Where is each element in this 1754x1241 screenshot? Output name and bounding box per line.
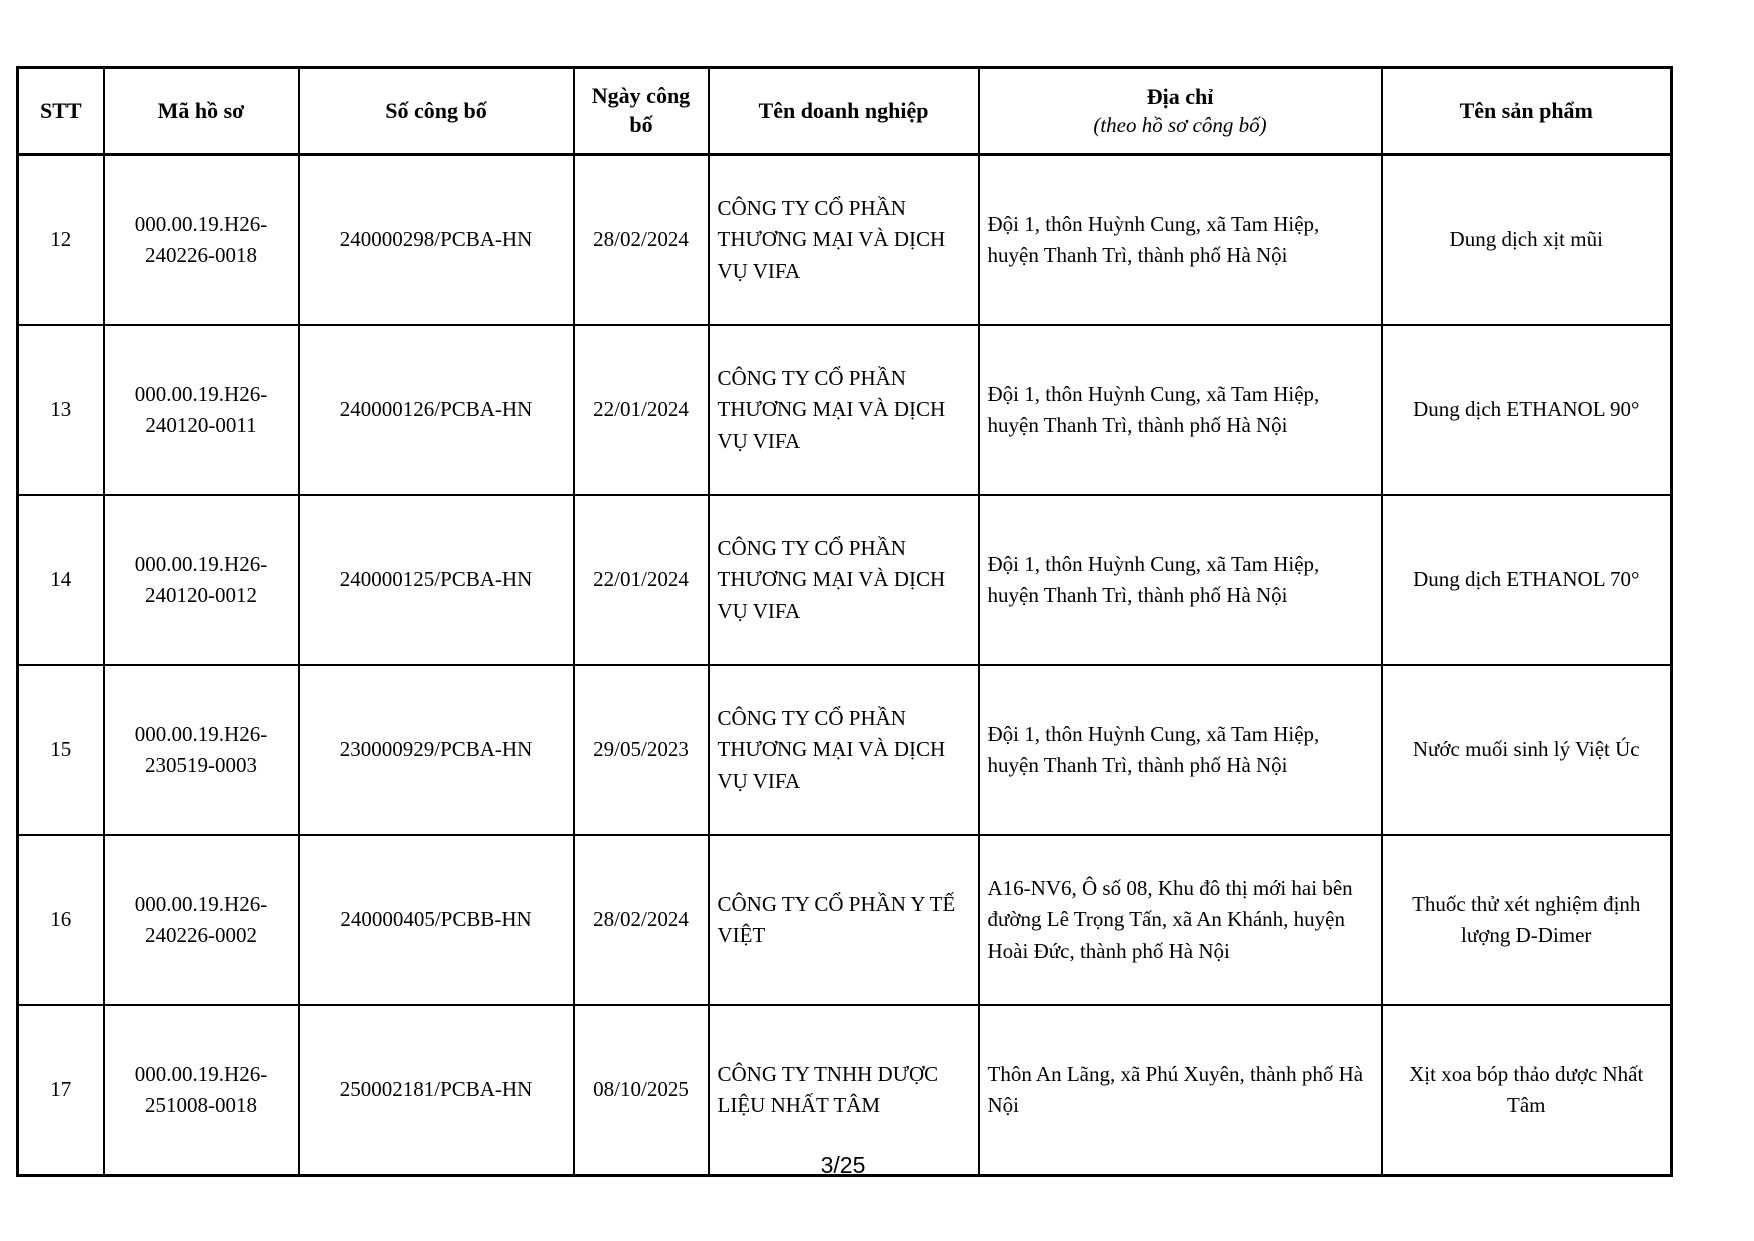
cell-so-cong-bo: 240000126/PCBA-HN xyxy=(299,325,574,495)
table-row xyxy=(18,835,1672,1005)
cell-dia-chi: Đội 1, thôn Huỳnh Cung, xã Tam Hiệp, huyện Thanh Trì, thành phố Hà Nội xyxy=(979,325,1382,495)
cell-so-cong-bo: 240000298/PCBA-HN xyxy=(299,155,574,326)
cell-so-cong-bo: 240000405/PCBB-HN xyxy=(299,835,574,1005)
header-ten-san-pham: Tên sản phẩm xyxy=(1382,68,1672,155)
cell-stt: 16 xyxy=(18,835,104,1005)
cell-dia-chi: Đội 1, thôn Huỳnh Cung, xã Tam Hiệp, huyện Thanh Trì, thành phố Hà Nội xyxy=(979,155,1382,326)
table-row xyxy=(18,1005,1672,1176)
cell-ten-san-pham: Dung dịch xịt mũi xyxy=(1382,155,1672,326)
cell-dia-chi: A16-NV6, Ô số 08, Khu đô thị mới hai bên đường Lê Trọng Tấn, xã An Khánh, huyện Hoài Đức, thành phố Hà Nội xyxy=(979,835,1382,1005)
header-ten-doanh-nghiep: Tên doanh nghiệp xyxy=(709,68,979,155)
page-number: 3/25 xyxy=(820,1152,866,1178)
header-ngay-cong-bo: Ngày công bố xyxy=(574,68,709,155)
cell-ten-doanh-nghiep: CÔNG TY CỔ PHẦN THƯƠNG MẠI VÀ DỊCH VỤ VIFA xyxy=(709,155,979,326)
announcement-table xyxy=(16,66,1673,1177)
cell-ngay-cong-bo: 22/01/2024 xyxy=(574,325,709,495)
table-row xyxy=(18,155,1672,326)
table-row xyxy=(18,325,1672,495)
table-row xyxy=(18,495,1672,665)
cell-ten-doanh-nghiep: CÔNG TY CỔ PHẦN THƯƠNG MẠI VÀ DỊCH VỤ VIFA xyxy=(709,495,979,665)
cell-ngay-cong-bo: 22/01/2024 xyxy=(574,495,709,665)
header-so-cong-bo: Số công bố xyxy=(299,68,574,155)
cell-ma-ho-so: 000.00.19.H26-240226-0018 xyxy=(104,155,299,326)
cell-so-cong-bo: 240000125/PCBA-HN xyxy=(299,495,574,665)
cell-ma-ho-so: 000.00.19.H26-240120-0012 xyxy=(104,495,299,665)
header-stt: STT xyxy=(18,68,104,155)
cell-dia-chi: Đội 1, thôn Huỳnh Cung, xã Tam Hiệp, huyện Thanh Trì, thành phố Hà Nội xyxy=(979,665,1382,835)
cell-ma-ho-so: 000.00.19.H26-240226-0002 xyxy=(104,835,299,1005)
cell-ten-san-pham: Dung dịch ETHANOL 90° xyxy=(1382,325,1672,495)
header-dia-chi-subtitle: (theo hồ sơ công bố) xyxy=(1093,112,1267,137)
cell-stt: 14 xyxy=(18,495,104,665)
cell-ten-doanh-nghiep: CÔNG TY TNHH DƯỢC LIỆU NHẤT TÂM xyxy=(709,1005,979,1176)
header-ma-ho-so: Mã hồ sơ xyxy=(104,68,299,155)
cell-ten-doanh-nghiep: CÔNG TY CỔ PHẦN Y TẾ VIỆT xyxy=(709,835,979,1005)
cell-ma-ho-so: 000.00.19.H26-251008-0018 xyxy=(104,1005,299,1176)
cell-ngay-cong-bo: 29/05/2023 xyxy=(574,665,709,835)
cell-ten-doanh-nghiep: CÔNG TY CỔ PHẦN THƯƠNG MẠI VÀ DỊCH VỤ VIFA xyxy=(709,325,979,495)
cell-ten-doanh-nghiep: CÔNG TY CỔ PHẦN THƯƠNG MẠI VÀ DỊCH VỤ VIFA xyxy=(709,665,979,835)
cell-stt: 17 xyxy=(18,1005,104,1176)
cell-ten-san-pham: Thuốc thử xét nghiệm định lượng D-Dimer xyxy=(1382,835,1672,1005)
table-row xyxy=(18,665,1672,835)
cell-stt: 15 xyxy=(18,665,104,835)
table-header-row xyxy=(18,68,1672,155)
cell-ten-san-pham: Nước muối sinh lý Việt Úc xyxy=(1382,665,1672,835)
cell-ma-ho-so: 000.00.19.H26-240120-0011 xyxy=(104,325,299,495)
cell-stt: 12 xyxy=(18,155,104,326)
cell-ten-san-pham: Xịt xoa bóp thảo dược Nhất Tâm xyxy=(1382,1005,1672,1176)
cell-dia-chi: Đội 1, thôn Huỳnh Cung, xã Tam Hiệp, huyện Thanh Trì, thành phố Hà Nội xyxy=(979,495,1382,665)
cell-ngay-cong-bo: 08/10/2025 xyxy=(574,1005,709,1176)
cell-ngay-cong-bo: 28/02/2024 xyxy=(574,155,709,326)
cell-ten-san-pham: Dung dịch ETHANOL 70° xyxy=(1382,495,1672,665)
cell-so-cong-bo: 230000929/PCBA-HN xyxy=(299,665,574,835)
cell-dia-chi: Thôn An Lãng, xã Phú Xuyên, thành phố Hà Nội xyxy=(979,1005,1382,1176)
cell-ma-ho-so: 000.00.19.H26-230519-0003 xyxy=(104,665,299,835)
cell-ngay-cong-bo: 28/02/2024 xyxy=(574,835,709,1005)
header-dia-chi-title: Địa chỉ xyxy=(1146,84,1214,110)
cell-stt: 13 xyxy=(18,325,104,495)
header-dia-chi xyxy=(979,68,1382,155)
cell-so-cong-bo: 250002181/PCBA-HN xyxy=(299,1005,574,1176)
